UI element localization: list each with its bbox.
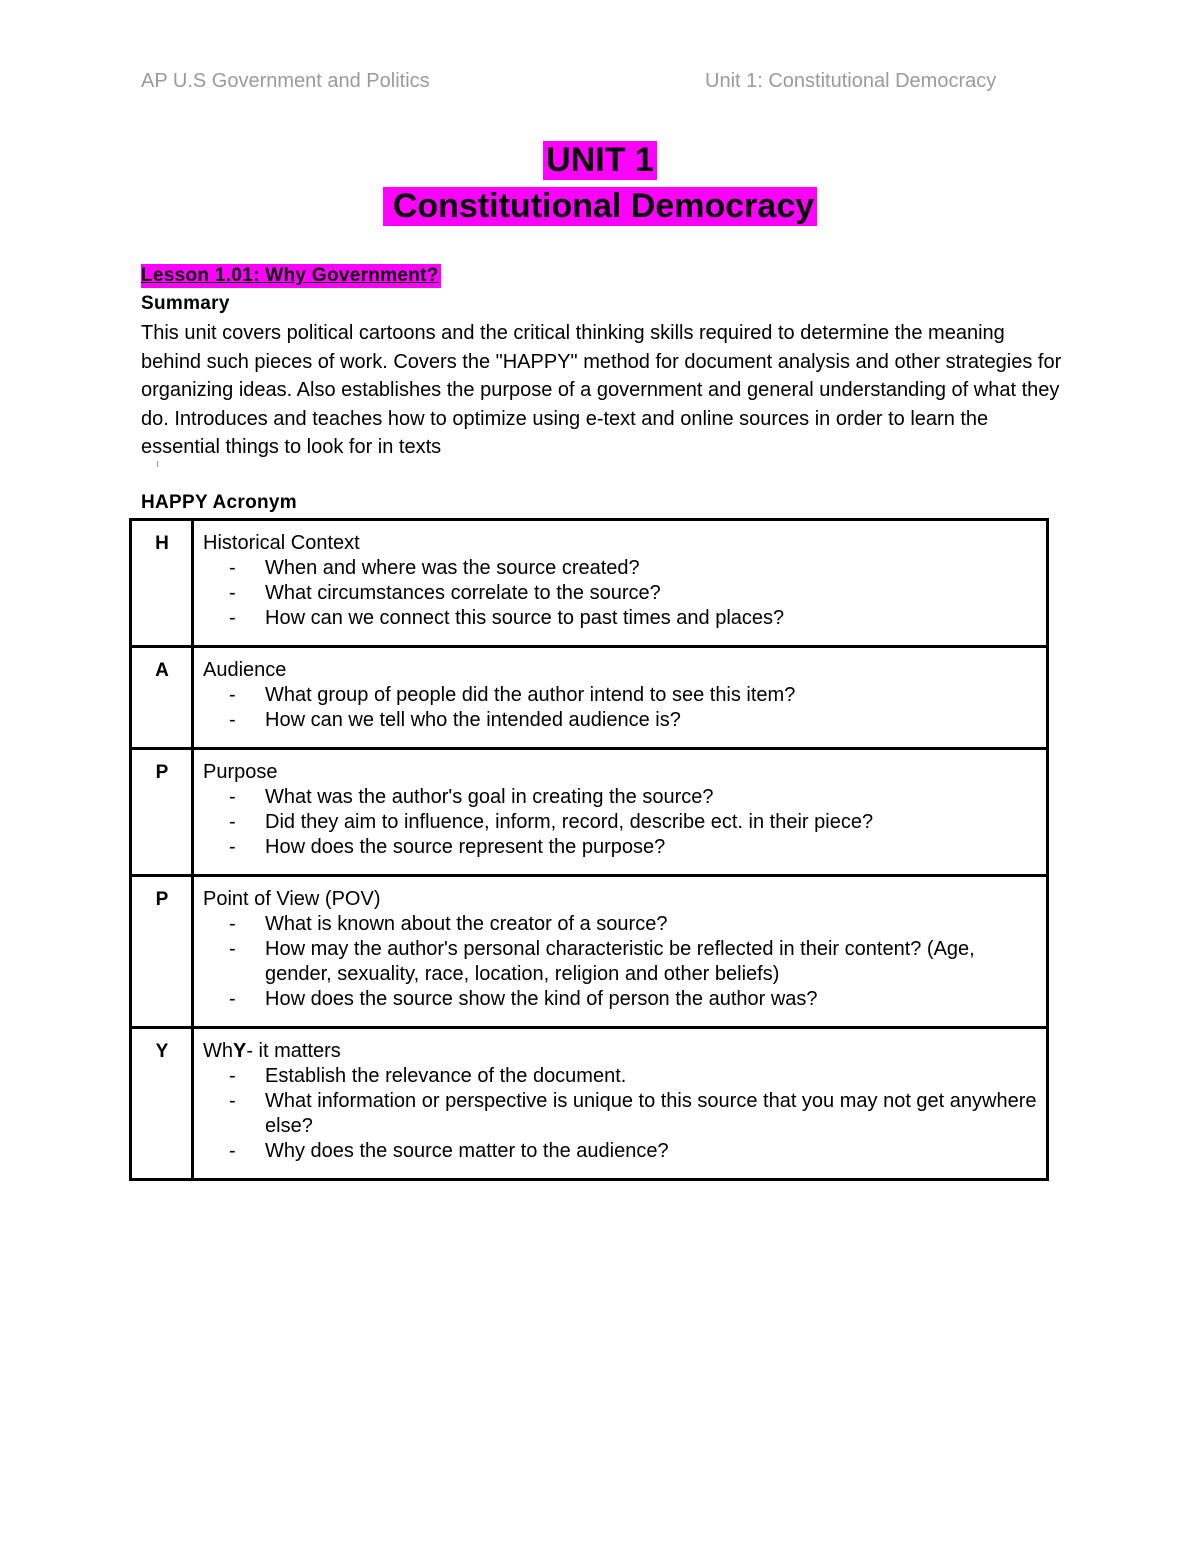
row-content — [193, 647, 1048, 749]
unit-subtitle — [0, 187, 1200, 226]
row-title-suffix: - it matters — [246, 1040, 341, 1062]
row-content — [193, 876, 1048, 1028]
list-item: - How can we connect this source to past times and places? — [203, 606, 1038, 631]
row-title: Purpose — [203, 761, 278, 783]
list-item: - How can we tell who the intended audience is? — [203, 708, 1038, 733]
row-content — [193, 1028, 1048, 1180]
row-letter: P — [131, 876, 193, 1028]
unit-number: UNIT 1 — [543, 141, 657, 180]
summary-heading: Summary — [141, 293, 230, 314]
row-letter: Y — [131, 1028, 193, 1180]
list-item: - When and where was the source created? — [203, 556, 1038, 581]
question-list — [203, 1064, 1038, 1164]
question-list — [203, 556, 1038, 631]
unit-title — [0, 141, 1200, 180]
row-letter: P — [131, 749, 193, 876]
row-title — [203, 1039, 1038, 1064]
table-row — [131, 1028, 1048, 1180]
list-item: - What information or perspective is unique to this source that you may not get anywhere else? — [203, 1089, 1038, 1139]
list-item: - What group of people did the author intend to see this item? — [203, 683, 1038, 708]
row-title: Historical Context — [203, 532, 360, 554]
row-title: Point of View (POV) — [203, 888, 381, 910]
list-item: - Establish the relevance of the document. — [203, 1064, 1038, 1089]
table-row — [131, 647, 1048, 749]
row-letter: A — [131, 647, 193, 749]
table-row — [131, 749, 1048, 876]
table-row — [131, 876, 1048, 1028]
list-item: - How does the source represent the purpose? — [203, 835, 1038, 860]
header-course-title: AP U.S Government and Politics — [141, 70, 430, 92]
row-title-prefix: Wh — [203, 1040, 233, 1062]
summary-text: This unit covers political cartoons and the critical thinking skills required to determine the meaning behind such pieces of work. Covers the "HAPPY" method for document analysis and other strategies for organizing ideas. Also establishes the purpose of a government and general understanding of what they do. Introduces and teaches how to optimize using e-text and online sources in order to learn the essential things to look for in texts — [141, 322, 1062, 458]
row-content — [193, 749, 1048, 876]
list-item: - How does the source show the kind of person the author was? — [203, 987, 1038, 1012]
row-title-bold: Y — [233, 1040, 247, 1062]
question-list — [203, 683, 1038, 733]
question-list — [203, 912, 1038, 1012]
table-row — [131, 520, 1048, 647]
row-letter: H — [131, 520, 193, 647]
list-item: - How may the author's personal characteristic be reflected in their content? (Age, gender, sexuality, race, location, religion and other beliefs) — [203, 937, 1038, 987]
list-item: - Did they aim to influence, inform, record, describe ect. in their piece? — [203, 810, 1038, 835]
list-item: - What is known about the creator of a source? — [203, 912, 1038, 937]
row-title: Audience — [203, 659, 287, 681]
row-content — [193, 520, 1048, 647]
lesson-heading: Lesson 1.01: Why Government? — [141, 265, 439, 286]
list-item: - Why does the source matter to the audience? — [203, 1139, 1038, 1164]
stray-mark — [157, 461, 158, 467]
happy-heading: HAPPY Acronym — [141, 492, 297, 513]
list-item: - What was the author's goal in creating the source? — [203, 785, 1038, 810]
unit-name: Constitutional Democracy — [383, 187, 817, 226]
question-list — [203, 785, 1038, 860]
list-item: - What circumstances correlate to the source? — [203, 581, 1038, 606]
happy-table — [129, 518, 1049, 1181]
header-unit-title: Unit 1: Constitutional Democracy — [705, 70, 997, 92]
